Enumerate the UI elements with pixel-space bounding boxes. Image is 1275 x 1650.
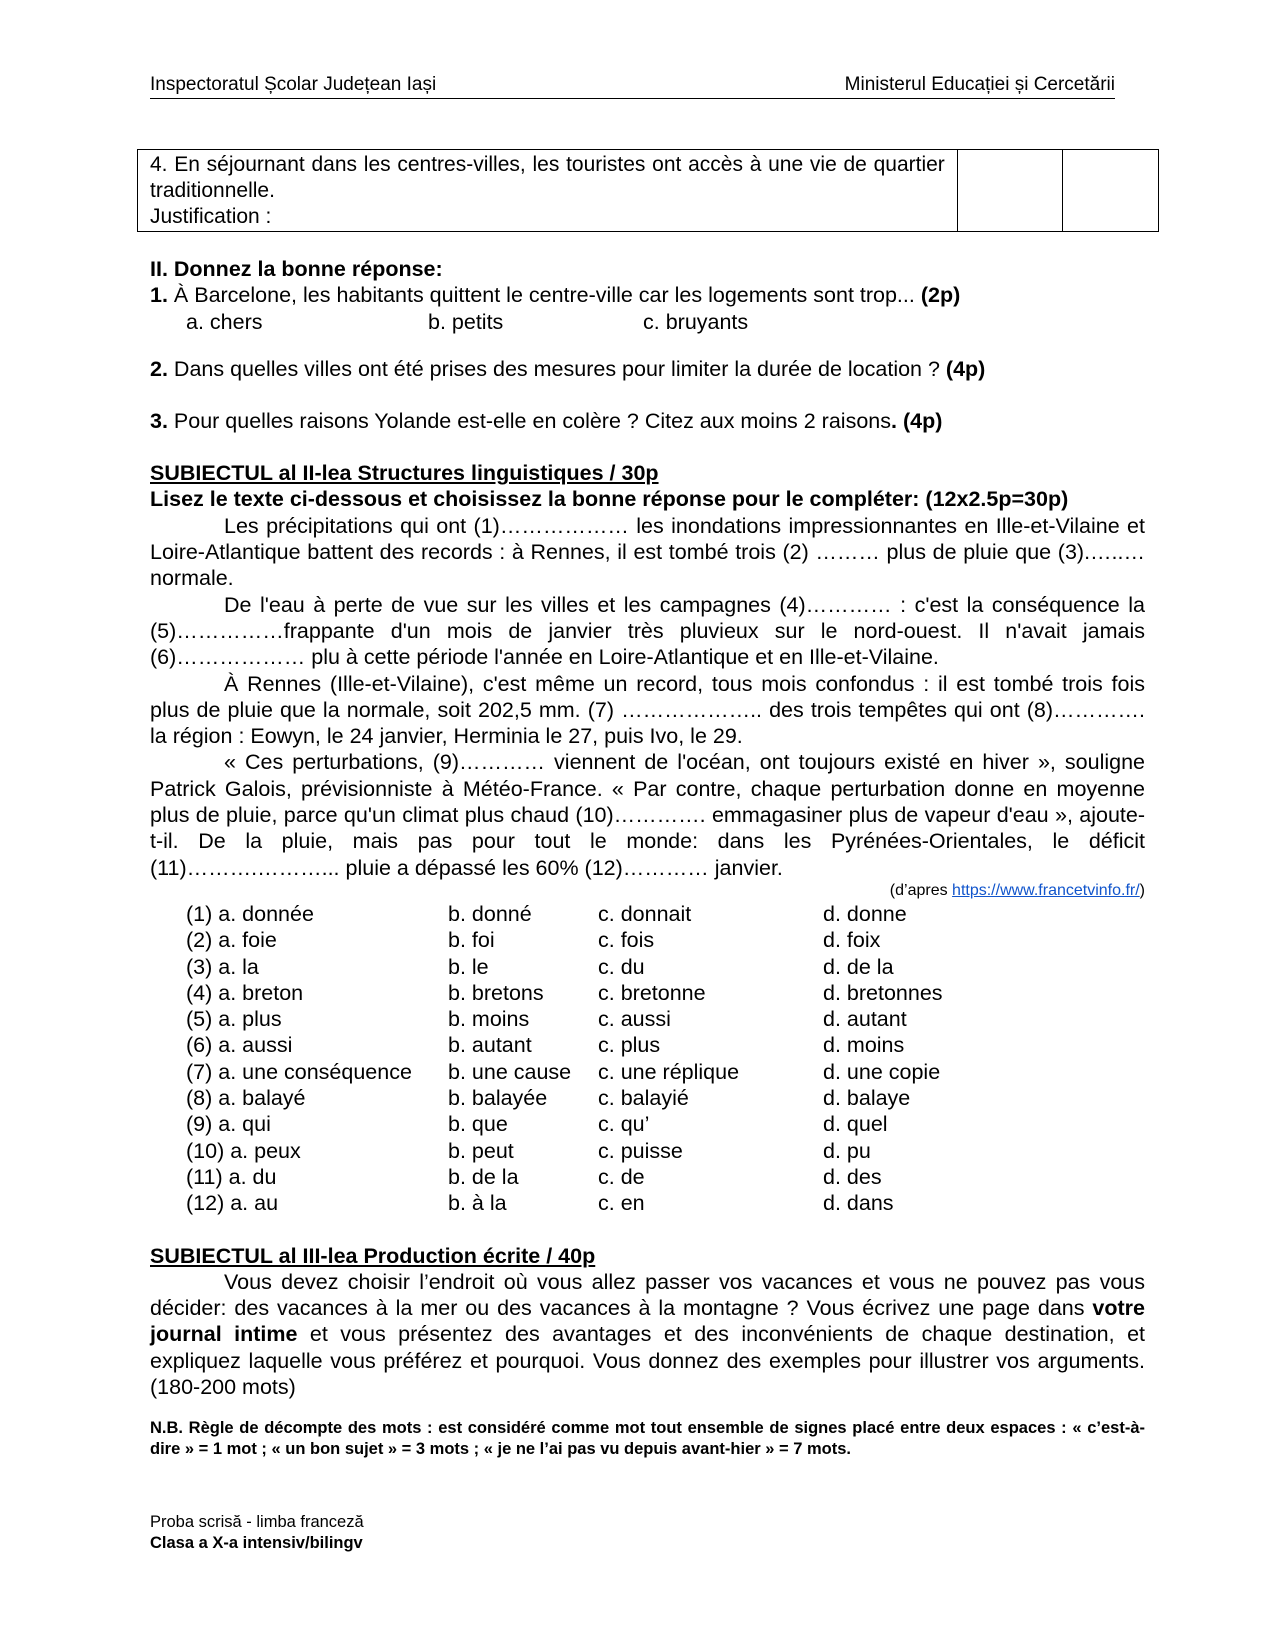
option-row — [186, 927, 943, 953]
statement-text: 4. En séjournant dans les centres-villes, les touristes ont accès à une vie de quartier traditionnelle. — [150, 153, 945, 202]
option-3-d[interactable]: d. de la — [823, 954, 894, 979]
option-1-b[interactable]: b. donné — [448, 901, 532, 926]
source-link[interactable]: https://www.francetvinfo.fr/ — [952, 881, 1140, 899]
option-12-b[interactable]: b. à la — [448, 1191, 507, 1216]
option-10-a[interactable]: (10) a. peux — [186, 1138, 301, 1163]
option-11-a[interactable]: (11) a. du — [186, 1164, 277, 1189]
option-10-b[interactable]: b. peut — [448, 1138, 514, 1163]
option-row — [186, 1190, 943, 1216]
answer-box-true[interactable] — [957, 150, 1063, 232]
q1-option-a[interactable]: a. chers — [186, 309, 263, 334]
option-9-b[interactable]: b. que — [448, 1112, 508, 1137]
prompt-text-bold: votre journal intime — [150, 1296, 1145, 1347]
option-9-c[interactable]: c. qu’ — [598, 1112, 650, 1137]
option-10-d[interactable]: d. pu — [823, 1138, 871, 1163]
prompt-text-end: et vous présentez des avantages et des inconvénients de chaque destination, et expliquez laquelle vous préférez et pourquoi. Vous donnez des exemples pour illustrer vos arguments. (180-200 mots) — [150, 1322, 1145, 1399]
option-row — [186, 1164, 943, 1190]
justification-label: Justification : — [150, 205, 272, 228]
option-5-b[interactable]: b. moins — [448, 1007, 530, 1032]
source-suffix: ) — [1139, 881, 1145, 899]
q2-points: (4p) — [945, 356, 986, 381]
page-footer — [150, 1512, 364, 1554]
option-12-d[interactable]: d. dans — [823, 1191, 894, 1216]
question-1 — [150, 282, 1145, 308]
q2-text: Dans quelles villes ont été prises des mesures pour limiter la durée de location ? — [167, 356, 946, 381]
true-false-table — [137, 149, 1159, 232]
q1-number: 1. — [150, 283, 168, 308]
question-3 — [150, 408, 1145, 434]
source-citation — [150, 881, 1145, 901]
option-7-d[interactable]: d. une copie — [823, 1059, 941, 1084]
option-row — [186, 1085, 943, 1111]
question-2 — [150, 356, 1145, 382]
option-7-c[interactable]: c. une réplique — [598, 1059, 740, 1084]
prompt-text-start: Vous devez choisir l’endroit où vous allez passer vos vacances et vous ne pouvez pas vous décider: des vacances à la mer ou des vacances à la montagne ? Vous écrivez une page dans — [150, 1269, 1145, 1321]
text-paragraph-1: Les précipitations qui ont (1)……………… les inondations impressionnantes en Ille-et-Vilaine et Loire-Atlantique battent des records : à Rennes, il est tombé trois (2) ……… plus de pluie que (3).…..… normale. — [150, 513, 1145, 591]
option-10-c[interactable]: c. puisse — [598, 1138, 683, 1163]
option-row — [186, 901, 943, 927]
option-row — [186, 1059, 943, 1085]
options-table — [186, 901, 943, 1217]
q3-number: 3. — [150, 408, 168, 433]
option-9-d[interactable]: d. quel — [823, 1112, 888, 1137]
option-row — [186, 980, 943, 1006]
q1-options — [150, 309, 1145, 335]
q1-option-c[interactable]: c. bruyants — [643, 309, 749, 334]
option-3-a[interactable]: (3) a. la — [186, 954, 259, 979]
option-11-c[interactable]: c. de — [598, 1164, 645, 1189]
answer-box-false[interactable] — [1063, 150, 1159, 232]
subject2-heading: SUBIECTUL al II-lea Structures linguistiques / 30p — [150, 461, 659, 486]
q1-text: À Barcelone, les habitants quittent le centre-ville car les logements sont trop... — [167, 283, 921, 308]
option-8-b[interactable]: b. balayée — [448, 1086, 548, 1111]
subject3-heading: SUBIECTUL al III-lea Production écrite / 40p — [150, 1243, 596, 1268]
option-11-d[interactable]: d. des — [823, 1164, 882, 1189]
option-12-a[interactable]: (12) a. au — [186, 1191, 279, 1216]
text-paragraph-2: De l'eau à perte de vue sur les villes et les campagnes (4)………… : c'est la conséquence la (5)……………frappante d'un mois de janvier très pluvieux sur le nord-ouest. Il n'avait jamais (6)……………… plu à cette période l'année en Loire-Atlantique et en Ille-et-Vilaine. — [150, 592, 1145, 670]
option-5-c[interactable]: c. aussi — [598, 1007, 671, 1032]
option-11-b[interactable]: b. de la — [448, 1164, 519, 1189]
footer-class: Clasa a X-a intensiv/bilingv — [150, 1534, 363, 1552]
word-count-note: N.B. Règle de décompte des mots : est considéré comme mot tout ensemble de signes placé entre deux espaces : « c’est-à-dire » = 1 mot ; « un bon sujet » = 3 mots ; « je ne l’ai pas vu depuis avant-hier » = 7 mots. — [150, 1419, 1145, 1459]
option-row — [186, 1138, 943, 1164]
option-8-c[interactable]: c. balayié — [598, 1086, 689, 1111]
header-ministry: Ministerul Educației și Cercetării — [844, 74, 1115, 95]
text-paragraph-4: « Ces perturbations, (9)………… viennent de l'océan, ont toujours existé en hiver », souligne Patrick Galois, prévisionniste à Météo-France. « Par contre, chaque perturbation donne en moyenne plus de pluie, parce qu'un climat plus chaud (10)…………. emmagasiner plus de vapeur d'eau », ajoute-t-il. De la pluie, mais pas pour tout le monde: dans les Pyrénées-Orientales, le déficit (11)……….………... pluie a dépassé les 60% (12)………… janvier. — [150, 750, 1145, 880]
option-7-b[interactable]: b. une cause — [448, 1059, 572, 1084]
option-6-a[interactable]: (6) a. aussi — [186, 1033, 293, 1058]
q3-points: . (4p) — [891, 408, 943, 433]
footer-exam-name: Proba scrisă - limba franceză — [150, 1513, 364, 1531]
statement-cell — [138, 150, 958, 232]
option-4-b[interactable]: b. bretons — [448, 980, 544, 1005]
main-content — [150, 256, 1145, 1460]
option-row — [186, 1006, 943, 1032]
option-row — [186, 1111, 943, 1137]
option-9-a[interactable]: (9) a. qui — [186, 1112, 271, 1137]
option-5-d[interactable]: d. autant — [823, 1007, 907, 1032]
option-2-c[interactable]: c. fois — [598, 928, 655, 953]
option-12-c[interactable]: c. en — [598, 1191, 645, 1216]
header-inspectorate: Inspectoratul Școlar Județean Iași — [150, 74, 437, 95]
option-2-d[interactable]: d. foix — [823, 928, 881, 953]
option-5-a[interactable]: (5) a. plus — [186, 1007, 282, 1032]
writing-prompt — [150, 1269, 1145, 1400]
section2-title: II. Donnez la bonne réponse: — [150, 257, 443, 281]
q2-number: 2. — [150, 356, 168, 381]
option-7-a[interactable]: (7) a. une conséquence — [186, 1059, 412, 1084]
option-3-b[interactable]: b. le — [448, 954, 489, 979]
page-header — [150, 74, 1115, 99]
table-row — [138, 150, 1159, 232]
option-1-c[interactable]: c. donnait — [598, 901, 692, 926]
q1-points: (2p) — [920, 283, 961, 308]
option-1-d[interactable]: d. donne — [823, 901, 907, 926]
option-6-c[interactable]: c. plus — [598, 1033, 661, 1058]
option-6-d[interactable]: d. moins — [823, 1033, 905, 1058]
option-2-b[interactable]: b. foi — [448, 928, 495, 953]
option-row — [186, 1032, 943, 1058]
subject2-instruction: Lisez le texte ci-dessous et choisissez la bonne réponse pour le compléter: (12x2.5p=30p) — [150, 487, 1069, 512]
option-2-a[interactable]: (2) a. foie — [186, 928, 277, 953]
q1-option-b[interactable]: b. petits — [428, 309, 504, 334]
text-paragraph-3: À Rennes (Ille-et-Vilaine), c'est même un record, tous mois confondus : il est tombé trois fois plus de pluie que la normale, soit 202,5 mm. (7) ……………….. des trois tempêtes qui ont (8)…………. la région : Eowyn, le 24 janvier, Herminia le 27, puis Ivo, le 29. — [150, 671, 1145, 749]
option-8-d[interactable]: d. balaye — [823, 1086, 911, 1111]
source-prefix: (d’apres — [889, 881, 953, 899]
option-6-b[interactable]: b. autant — [448, 1033, 532, 1058]
option-8-a[interactable]: (8) a. balayé — [186, 1086, 306, 1111]
option-row — [186, 954, 943, 980]
option-4-d[interactable]: d. bretonnes — [823, 980, 943, 1005]
option-4-a[interactable]: (4) a. breton — [186, 980, 304, 1005]
option-3-c[interactable]: c. du — [598, 954, 645, 979]
option-4-c[interactable]: c. bretonne — [598, 980, 706, 1005]
q3-text: Pour quelles raisons Yolande est-elle en colère ? Citez aux moins 2 raisons — [167, 408, 891, 433]
option-1-a[interactable]: (1) a. donnée — [186, 901, 314, 926]
